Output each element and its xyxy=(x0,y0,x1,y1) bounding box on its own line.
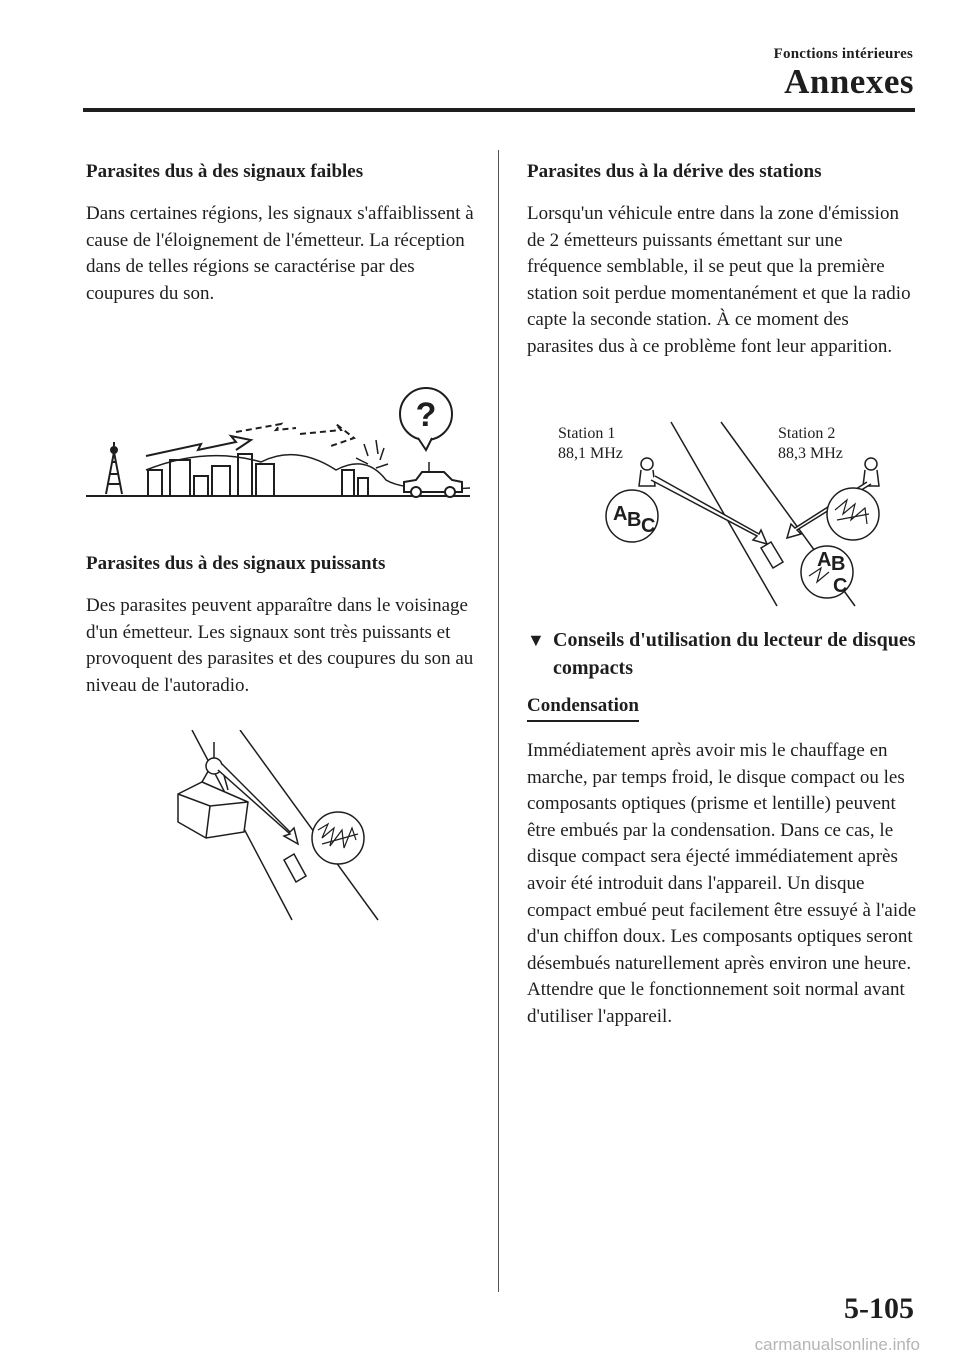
weak-signal-text: Dans certaines régions, les signaux s'affaiblissent à cause de l'éloignement de l'émetteur. La réception dans de telles régions se caractérise par des coupures du son. xyxy=(86,203,474,304)
svg-text:A: A xyxy=(613,503,628,525)
svg-text:B: B xyxy=(831,553,846,575)
svg-text:C: C xyxy=(833,575,848,597)
right-column xyxy=(527,158,919,361)
drift-heading: Parasites dus à la dérive des stations xyxy=(527,161,822,182)
condensation-text: Immédiatement après avoir mis le chauffage en marche, par temps froid, le disque compact ou les composants optiques (prisme et lentille) peuvent être embués par la condensation. Dans ce cas, le disque compact sera éjecté immédiatement après avoir été introduit dans l'appareil. Un disque compact embué peut facilement être essuyé à l'aide d'un chiffon doux. Les composants optiques seront désembués naturellement après environ une heure. Attendre que le fonctionnement soit normal avant d'utiliser l'appareil. xyxy=(527,740,917,1027)
strong-signal-heading: Parasites dus à des signaux puissants xyxy=(86,553,386,574)
cd-tips-block xyxy=(527,626,919,1031)
svg-text:B: B xyxy=(627,509,642,531)
strong-signal-text: Des parasites peuvent apparaître dans le voisinage d'un émetteur. Les signaux sont très puissants et provoquent des parasites et des coupures du son au niveau de l'autoradio. xyxy=(86,595,474,696)
svg-text:C: C xyxy=(641,515,656,537)
station2-label: Station 2 xyxy=(778,425,836,442)
section-label: Fonctions intérieures xyxy=(773,46,913,62)
left-column xyxy=(86,158,481,307)
svg-text:?: ? xyxy=(415,396,437,434)
svg-text:A: A xyxy=(817,549,832,571)
station1-frequency: 88,1 MHz xyxy=(558,445,623,462)
station1-label: Station 1 xyxy=(558,425,616,442)
triangle-marker-icon: ▼ xyxy=(527,630,545,650)
drift-text: Lorsqu'un véhicule entre dans la zone d'émission de 2 émetteurs puissants émettant sur une fréquence semblable, il se peut que la première station soit perdue momentanément et que la radio capte la seconde station. À ce moment des parasites dus à ce problème font leur apparition. xyxy=(527,203,911,357)
header-rule xyxy=(83,108,915,112)
station2-frequency: 88,3 MHz xyxy=(778,445,843,462)
strong-signal-illustration xyxy=(172,730,380,922)
weak-signal-illustration xyxy=(86,384,470,502)
cd-tips-heading xyxy=(527,626,919,682)
weak-signal-heading: Parasites dus à des signaux faibles xyxy=(86,161,364,182)
column-divider xyxy=(498,150,499,1292)
condensation-heading: Condensation xyxy=(527,694,639,722)
chapter-title: Annexes xyxy=(784,62,914,101)
station-drift-illustration xyxy=(555,420,895,612)
strong-signal-block xyxy=(86,550,481,699)
watermark: carmanualsonline.info xyxy=(754,1335,920,1354)
page-number: 5-105 xyxy=(844,1292,914,1325)
cd-tips-heading-text: Conseils d'utilisation du lecteur de disques compacts xyxy=(553,629,916,679)
